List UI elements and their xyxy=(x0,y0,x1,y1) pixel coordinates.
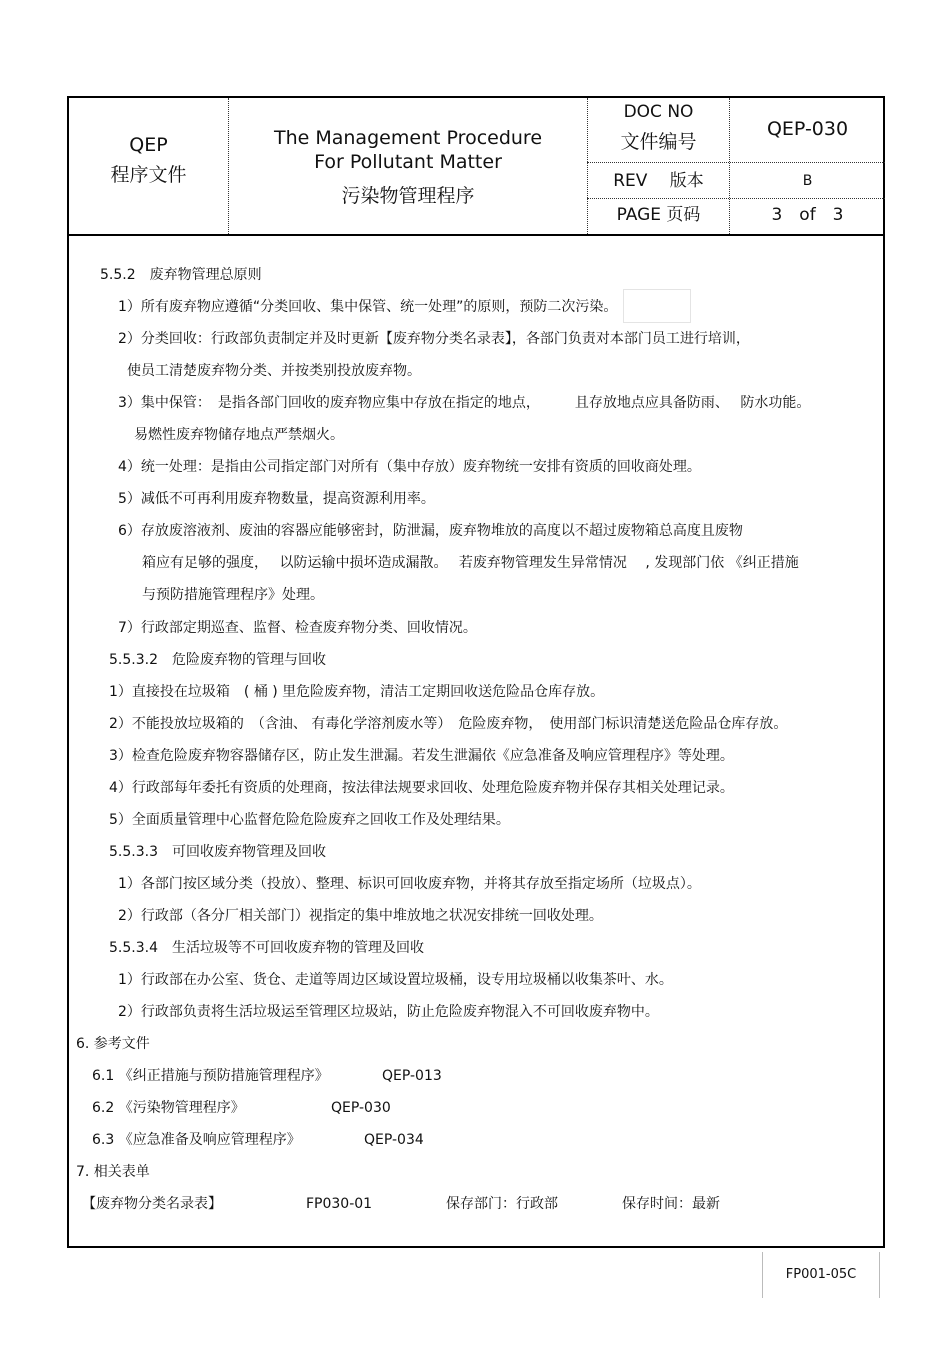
body-line: 2）分类回收：行政部负责制定并及时更新【废弃物分类名录表】，各部门负责对本部门员工进行培训， xyxy=(118,331,750,347)
body-line: 3）集中保管： 是指各部门回收的废弃物应集中存放在指定的地点， 且存放地点应具备防雨、 防水功能。 xyxy=(118,395,811,411)
section-heading: 5.5.3.2 危险废弃物的管理与回收 xyxy=(109,652,326,668)
form-code: FP030-01 xyxy=(306,1196,373,1212)
section-heading: 5.5.2 废弃物管理总原则 xyxy=(100,267,262,283)
body-line: 与预防措施管理程序》处理。 xyxy=(142,587,324,603)
form-name: 【废弃物分类名录表】 xyxy=(82,1196,222,1212)
form-dept: 保存部门：行政部 xyxy=(446,1196,558,1212)
body-line: 3）检查危险废弃物容器储存区，防止发生泄漏。若发生泄漏依《应急准备及响应管理程序》等处理。 xyxy=(109,748,734,764)
section-heading: 6. 参考文件 xyxy=(76,1036,150,1052)
body-line: 4）行政部每年委托有资质的处理商，按法律法规要求回收、处理危险废弃物并保存其相关处理记录。 xyxy=(109,780,734,796)
section-heading: 7. 相关表单 xyxy=(76,1164,150,1180)
reference-code: QEP-030 xyxy=(331,1100,391,1116)
footer-form-code: FP001-05C xyxy=(762,1252,880,1298)
body-line: 7）行政部定期巡查、监督、检查废弃物分类、回收情况。 xyxy=(118,620,477,636)
doc-no-label xyxy=(588,101,729,153)
header-bottom-border xyxy=(69,234,883,236)
body-line: 1）各部门按区域分类（投放）、整理、标识可回收废弃物，并将其存放至指定场所（垃圾点）。 xyxy=(118,876,701,892)
reference-code: QEP-034 xyxy=(364,1132,424,1148)
org-block xyxy=(69,134,228,188)
body-line: 2）不能投放垃圾箱的 （含油、 有毒化学溶剂废水等） 危险废弃物， 使用部门标识清楚送危险品仓库存放。 xyxy=(109,716,788,732)
reference-name: 6.3 《应急准备及响应管理程序》 xyxy=(92,1132,301,1148)
doc-no-cn: 文件编号 xyxy=(620,131,697,153)
body-line: 2）行政部（各分厂相关部门）视指定的集中堆放地之状况安排统一回收处理。 xyxy=(118,908,603,924)
title-block xyxy=(229,126,587,208)
doc-no-en: DOC NO xyxy=(623,102,694,122)
body-line: 6）存放废溶液剂、废油的容器应能够密封，防泄漏，废弃物堆放的高度以不超过废物箱总高度且废物 xyxy=(118,523,743,539)
org-label: 程序文件 xyxy=(110,163,187,186)
header-divider xyxy=(587,162,885,163)
org-code: QEP xyxy=(129,134,168,156)
page-value: 3 of 3 xyxy=(771,205,844,225)
section-heading: 5.5.3.4 生活垃圾等不可回收废弃物的管理及回收 xyxy=(109,940,424,956)
page-label: PAGE 页码 xyxy=(616,205,701,225)
body-line: 1）所有废弃物应遵循“分类回收、集中保管、统一处理”的原则，预防二次污染。 xyxy=(118,299,618,315)
body-line: 使员工清楚废弃物分类、并按类别投放废弃物。 xyxy=(127,363,421,379)
reference-name: 6.2 《污染物管理程序》 xyxy=(92,1100,245,1116)
title-cn: 污染物管理程序 xyxy=(341,185,475,207)
rev-value: B xyxy=(802,173,813,189)
header-divider xyxy=(587,198,885,199)
reference-name: 6.1 《纠正措施与预防措施管理程序》 xyxy=(92,1068,329,1084)
body-line: 2）行政部负责将生活垃圾运至管理区垃圾站，防止危险废弃物混入不可回收废弃物中。 xyxy=(118,1004,659,1020)
body-line: 4）统一处理：是指由公司指定部门对所有（集中存放）废弃物统一安排有资质的回收商处理。 xyxy=(118,459,701,475)
body-line: 5）全面质量管理中心监督危险危险废弃之回收工作及处理结果。 xyxy=(109,812,510,828)
body-line: 5）减低不可再利用废弃物数量，提高资源利用率。 xyxy=(118,491,435,507)
form-period: 保存时间：最新 xyxy=(622,1196,720,1212)
faint-box-mark xyxy=(623,289,691,323)
body-line: 1）直接投在垃圾箱 ( 桶 ) 里危险废弃物，清洁工定期回收送危险品仓库存放。 xyxy=(109,684,605,700)
body-line: 箱应有足够的强度， 以防运输中损坏造成漏散。 若废弃物管理发生异常情况 , 发现部门依 《纠正措施 xyxy=(142,555,799,571)
doc-no-value: QEP-030 xyxy=(766,118,849,140)
body-line: 易燃性废弃物储存地点严禁烟火。 xyxy=(134,427,344,443)
title-en-line2: For Pollutant Matter xyxy=(314,151,502,173)
reference-code: QEP-013 xyxy=(382,1068,442,1084)
title-en-line1: The Management Procedure xyxy=(273,127,543,149)
rev-label: REV 版本 xyxy=(613,171,704,191)
body-line: 1）行政部在办公室、货仓、走道等周边区域设置垃圾桶，设专用垃圾桶以收集茶叶、水。 xyxy=(118,972,673,988)
section-heading: 5.5.3.3 可回收废弃物管理及回收 xyxy=(109,844,326,860)
